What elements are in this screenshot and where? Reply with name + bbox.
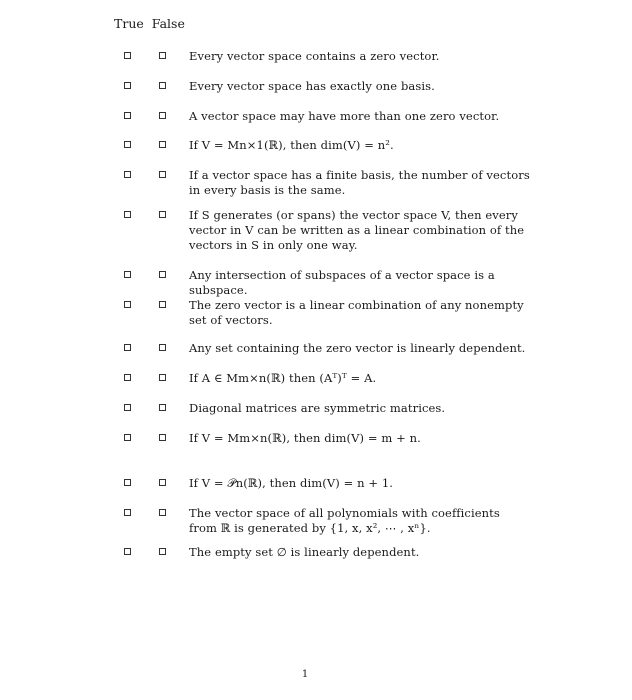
false-checkbox[interactable] <box>159 112 166 119</box>
statement-text: If A ∈ Mm×n(ℝ) then (Aᵀ)ᵀ = A. <box>189 371 377 385</box>
false-checkbox[interactable] <box>159 509 166 516</box>
false-checkbox[interactable] <box>159 211 166 218</box>
true-checkbox[interactable] <box>124 141 131 148</box>
false-checkbox[interactable] <box>159 52 166 59</box>
false-checkbox[interactable] <box>159 141 166 148</box>
statement-text: Every vector space has exactly one basis. <box>189 79 435 93</box>
false-checkbox[interactable] <box>159 82 166 89</box>
statement-text: Every vector space contains a zero vector. <box>189 49 440 63</box>
true-checkbox[interactable] <box>124 301 131 308</box>
column-headers <box>114 16 185 31</box>
false-checkbox[interactable] <box>159 479 166 486</box>
false-checkbox[interactable] <box>159 344 166 351</box>
true-checkbox[interactable] <box>124 509 131 516</box>
statement-text: If V = Mn×1(ℝ), then dim(V) = n². <box>189 138 394 152</box>
true-checkbox[interactable] <box>124 404 131 411</box>
false-checkbox[interactable] <box>159 404 166 411</box>
false-checkbox[interactable] <box>159 434 166 441</box>
statement-text: The empty set ∅ is linearly dependent. <box>189 545 420 559</box>
false-checkbox[interactable] <box>159 548 166 555</box>
true-checkbox[interactable] <box>124 434 131 441</box>
false-checkbox[interactable] <box>159 301 166 308</box>
true-checkbox[interactable] <box>124 171 131 178</box>
true-checkbox[interactable] <box>124 271 131 278</box>
statement-text: The zero vector is a linear combination of any nonempty set of vectors. <box>189 298 524 327</box>
true-checkbox[interactable] <box>124 52 131 59</box>
true-checkbox[interactable] <box>124 374 131 381</box>
true-checkbox[interactable] <box>124 548 131 555</box>
statement-text: If V = 𝒫n(ℝ), then dim(V) = n + 1. <box>189 476 394 490</box>
true-checkbox[interactable] <box>124 211 131 218</box>
statement-text: Any intersection of subspaces of a vector space is a subspace. <box>189 268 495 297</box>
false-column-header: False <box>151 16 185 31</box>
true-checkbox[interactable] <box>124 479 131 486</box>
statement-text: A vector space may have more than one zero vector. <box>189 109 500 123</box>
false-checkbox[interactable] <box>159 374 166 381</box>
statement-text: If a vector space has a finite basis, the number of vectors in every basis is the same. <box>189 168 530 197</box>
statement-text: The vector space of all polynomials with coefficients from ℝ is generated by {1, x, x², ⋯ , xⁿ}. <box>189 506 500 535</box>
statement-text: If V = Mm×n(ℝ), then dim(V) = m + n. <box>189 431 421 445</box>
true-checkbox[interactable] <box>124 112 131 119</box>
statement-text: Diagonal matrices are symmetric matrices. <box>189 401 446 415</box>
false-checkbox[interactable] <box>159 271 166 278</box>
statement-text: If S generates (or spans) the vector space V, then every vector in V can be written as a linear combination of the vectors in S in only one way. <box>189 208 525 252</box>
true-column-header: True <box>114 16 144 31</box>
statement-text: Any set containing the zero vector is linearly dependent. <box>189 341 526 355</box>
page-number: 1 <box>301 669 309 680</box>
true-checkbox[interactable] <box>124 82 131 89</box>
true-checkbox[interactable] <box>124 344 131 351</box>
false-checkbox[interactable] <box>159 171 166 178</box>
